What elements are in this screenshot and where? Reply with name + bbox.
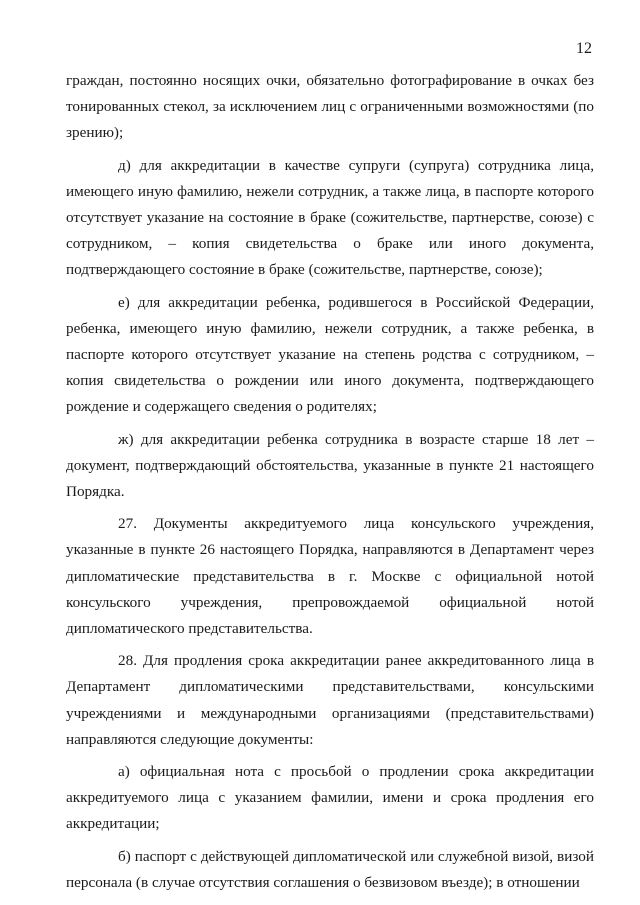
- paragraph-item-zh: ж) для аккредитации ребенка сотрудника в возрасте старше 18 лет – документ, подтверждающий обстоятельства, указанные в пункте 21 настоящего Порядка.: [66, 430, 594, 501]
- paragraph-item-d: д) для аккредитации в качестве супруги (супруга) сотрудника лица, имеющего иную фамилию, нежели сотрудник, а также лица, в паспорте которого отсутствует указание на состояние в браке (сожительстве, партнерстве, союзе) с сотрудником, – копия свидетельства о браке или иного документа, подтверждающего состояние в браке (сожительстве, партнерстве, союзе);: [66, 156, 594, 279]
- paragraph-item-b: б) паспорт с действующей дипломатической или служебной визой, визой персонала (в случае отсутствия соглашения о безвизовом въезде); в отношении: [66, 847, 594, 891]
- paragraph-item-e: е) для аккредитации ребенка, родившегося в Российской Федерации, ребенка, имеющего иную фамилию, нежели сотрудник, а также ребенка, в паспорте которого отсутствует указание на степень родства с сотрудником, – копия свидетельства о рождении или иного документа, подтверждающего рождение и содержащего сведения о родителях;: [66, 293, 594, 416]
- document-body: [66, 68, 594, 896]
- paragraph-item-a: а) официальная нота с просьбой о продлении срока аккредитации аккредитуемого лица с указанием фамилии, имени и срока продления его аккредитации;: [66, 763, 594, 833]
- page-number: 12: [576, 40, 592, 57]
- paragraph-27: 27. Документы аккредитуемого лица консульского учреждения, указанные в пункте 26 настоящего Порядка, направляются в Департамент через дипломатические представительства в г. Москве с официальной нотой консульского учреждения, препровождаемой официальной нотой дипломатического представительства.: [66, 515, 594, 638]
- paragraph-continuation: граждан, постоянно носящих очки, обязательно фотографирование в очках без тонированных стекол, за исключением лиц с ограниченными возможностями (по зрению);: [66, 72, 594, 142]
- paragraph-28: 28. Для продления срока аккредитации ранее аккредитованного лица в Департамент дипломатическими представительствами, консульскими учреждениями и международными организациями (представительствами) направляются следующие документы:: [66, 652, 594, 748]
